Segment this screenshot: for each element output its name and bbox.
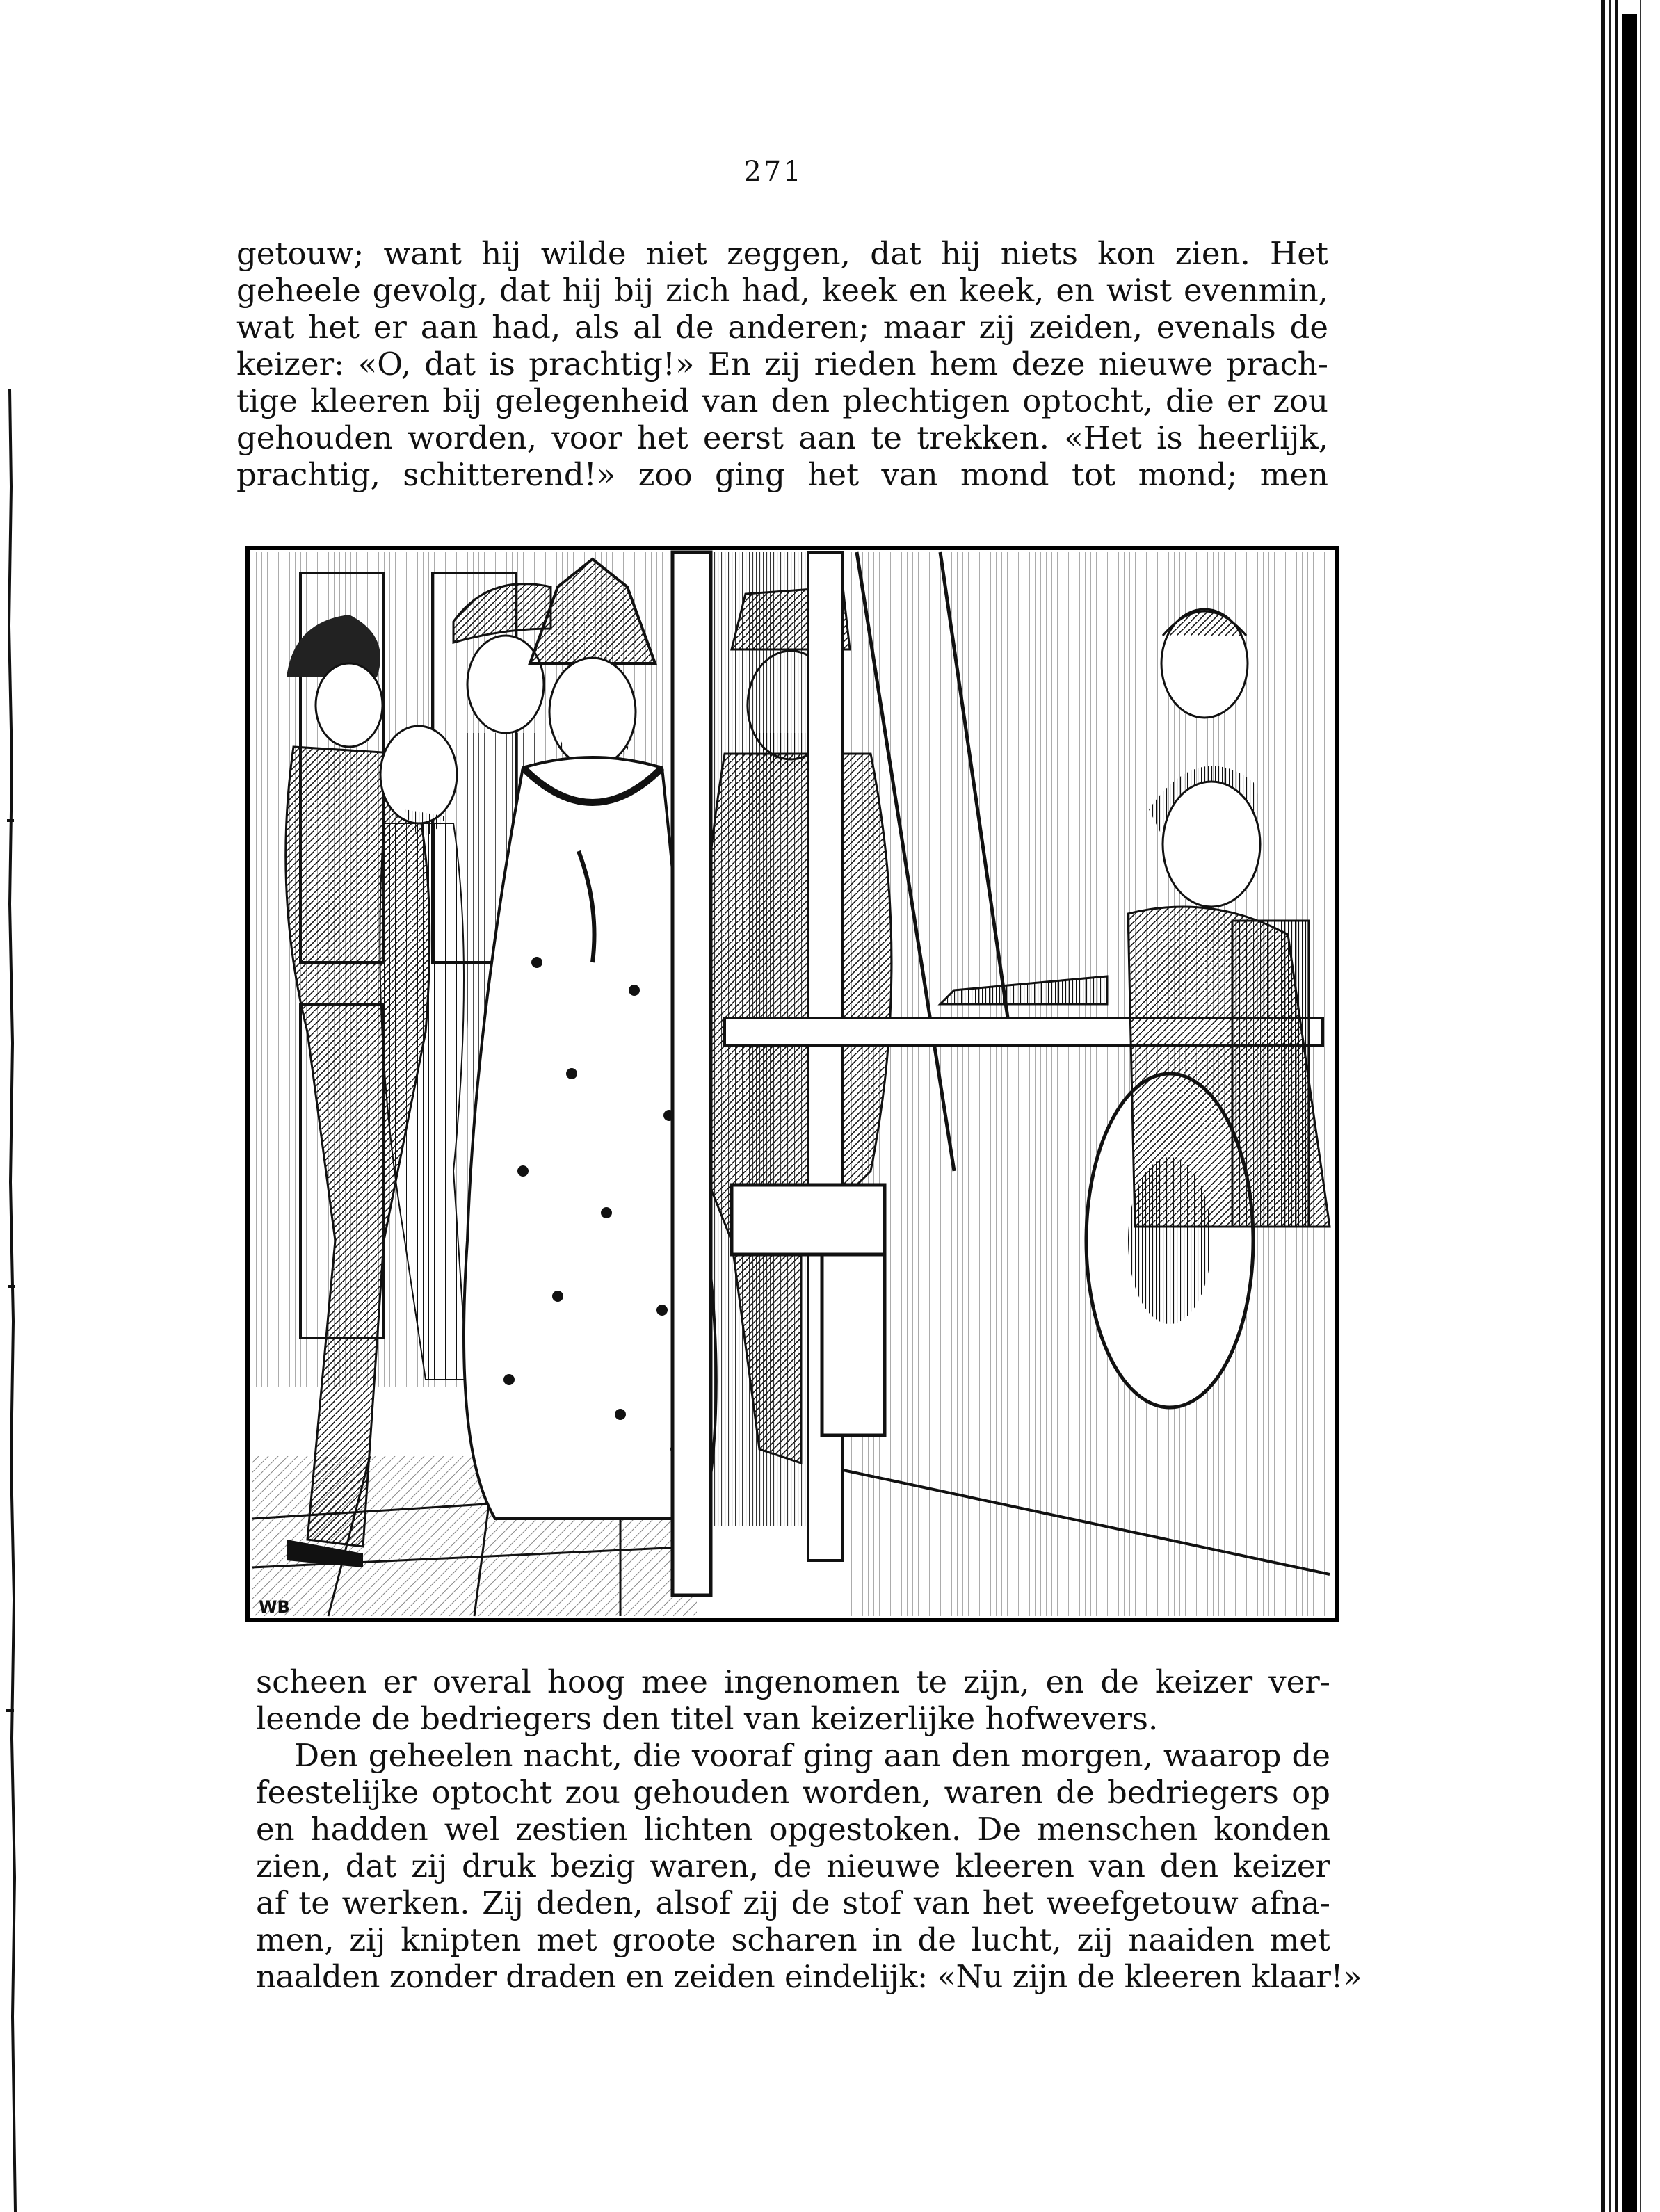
- left-page-edge: [0, 0, 28, 2212]
- paragraph-bottom: [256, 1663, 1362, 1995]
- text-line: keizer: «O, dat is prachtig!» En zij rieden hem deze nieuwe prach-: [236, 346, 1328, 382]
- right-page-edge: [1586, 0, 1660, 2212]
- text-line: prachtig, schitterend!» zoo ging het van mond tot mond; men: [236, 456, 1328, 493]
- text-line: zien, dat zij druk bezig waren, de nieuwe kleeren van den keizer: [256, 1848, 1330, 1884]
- text-line: geheele gevolg, dat hij bij zich had, keek en keek, en wist evenmin,: [236, 272, 1328, 309]
- text-line: men, zij knipten met groote scharen in de lucht, zij naaiden met: [256, 1921, 1330, 1958]
- page-number: 271: [743, 156, 803, 188]
- text-line: getouw; want hij wilde niet zeggen, dat hij niets kon zien. Het: [236, 235, 1328, 272]
- text-line: scheen er overal hoog mee ingenomen te zijn, en de keizer ver-: [256, 1663, 1330, 1700]
- paragraph-top: [236, 235, 1328, 493]
- text-line: wat het er aan had, als al de anderen; maar zij zeiden, evenals de: [236, 309, 1328, 346]
- text-line: naalden zonder draden en zeiden eindelijk: «Nu zijn de kleeren klaar!»: [256, 1958, 1362, 1995]
- illustrator-signature: WB: [259, 1597, 290, 1617]
- text-line: Den geheelen nacht, die vooraf ging aan den morgen, waarop de: [294, 1737, 1330, 1774]
- weaver-boy: [1161, 609, 1248, 718]
- text-line: af te werken. Zij deden, alsof zij de stof van het weefgetouw afna-: [256, 1884, 1330, 1921]
- text-line: tige kleeren bij gelegenheid van den plechtigen optocht, die er zou: [236, 382, 1328, 419]
- text-line: feestelijke optocht zou gehouden worden, waren de bedriegers op: [256, 1774, 1330, 1811]
- text-line: gehouden worden, voor het eerst aan te trekken. «Het is heerlijk,: [236, 419, 1328, 456]
- text-line: en hadden wel zestien lichten opgestoken. De menschen konden: [256, 1811, 1330, 1848]
- text-line: leende de bedriegers den titel van keizerlijke hofwevers.: [256, 1700, 1159, 1737]
- engraving-illustration: [245, 545, 1340, 1623]
